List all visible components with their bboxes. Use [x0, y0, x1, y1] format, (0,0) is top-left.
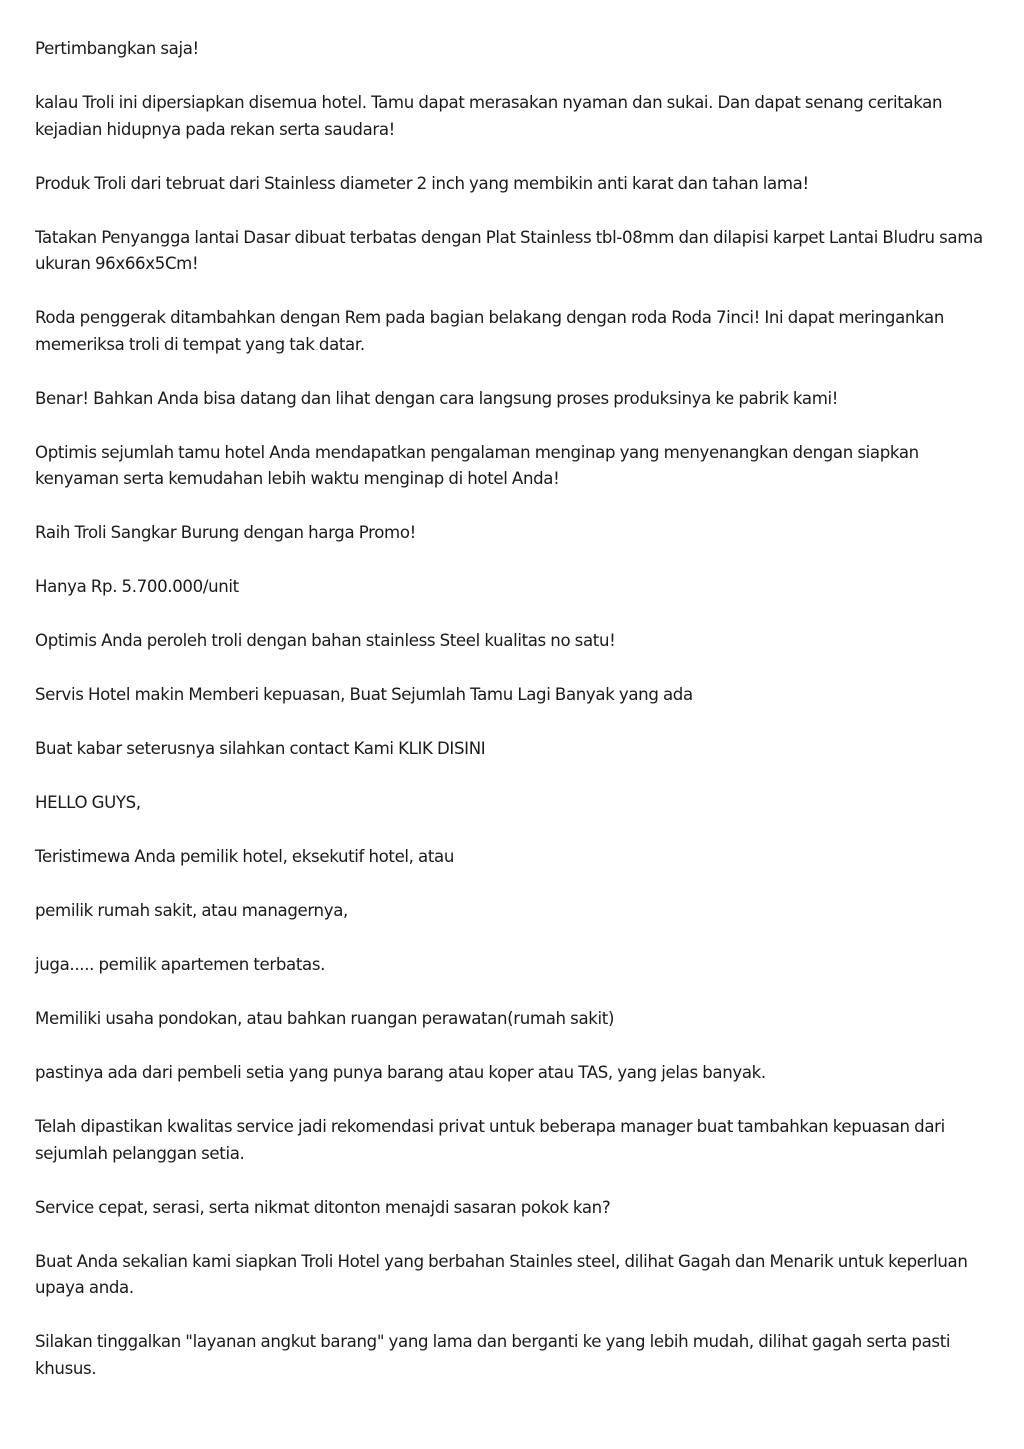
paragraph-recommendation: Telah dipastikan kwalitas service jadi rekomendasi privat untuk beberapa manager buat tambahkan kepuasan dari sejumlah pelanggan setia.	[35, 1117, 945, 1163]
paragraph-hotel-owners: Teristimewa Anda pemilik hotel, eksekutif hotel, atau	[35, 847, 454, 866]
paragraph-stainless-material: Produk Troli dari tebruat dari Stainless diameter 2 inch yang membikin anti karat dan tahan lama!	[35, 173, 809, 193]
paragraph-contact: Buat kabar seterusnya silahkan contact Kami KLIK DISINI	[35, 739, 486, 758]
paragraph-greeting: HELLO GUYS,	[35, 793, 141, 812]
paragraph-closing: Silakan tinggalkan "layanan angkut barang" yang lama dan berganti ke yang lebih mudah, dilihat gagah serta pasti khusus.	[35, 1332, 951, 1378]
paragraph-guest-experience: Optimis sejumlah tamu hotel Anda mendapatkan pengalaman menginap yang menyenangkan dengan siapkan kenyaman serta kemudahan lebih waktu menginap di hotel Anda!	[35, 442, 919, 488]
paragraph-intro: Pertimbangkan saja!	[35, 39, 199, 58]
document-body	[35, 36, 990, 1382]
paragraph-fast-service: Service cepat, serasi, serta nikmat ditonton menajdi sasaran pokok kan?	[35, 1197, 611, 1217]
paragraph-trolley-hotels: kalau Troli ini dipersiapkan disemua hotel. Tamu dapat merasakan nyaman dan sukai. Dan dapat senang ceritakan kejadian hidupnya pada rekan serta saudara!	[35, 93, 943, 139]
paragraph-quality: Optimis Anda peroleh troli dengan bahan stainless Steel kualitas no satu!	[35, 631, 616, 650]
paragraph-hospital-owners: pemilik rumah sakit, atau managernya,	[35, 901, 348, 920]
paragraph-base-plate: Tatakan Penyangga lantai Dasar dibuat terbatas dengan Plat Stainless tbl-08mm dan dilapisi karpet Lantai Bludru sama ukuran 96x66x5Cm!	[35, 227, 983, 273]
paragraph-luggage: pastinya ada dari pembeli setia yang punya barang atau koper atau TAS, yang jelas banyak.	[35, 1063, 766, 1082]
paragraph-lodging: Memiliki usaha pondokan, atau bahkan ruangan perawatan(rumah sakit)	[35, 1009, 615, 1028]
paragraph-apartment-owners: juga..... pemilik apartemen terbatas.	[35, 955, 326, 974]
paragraph-promo: Raih Troli Sangkar Burung dengan harga Promo!	[35, 523, 416, 542]
paragraph-service: Servis Hotel makin Memberi kepuasan, Buat Sejumlah Tamu Lagi Banyak yang ada	[35, 685, 693, 704]
paragraph-hotel-trolley: Buat Anda sekalian kami siapkan Troli Hotel yang berbahan Stainles steel, dilihat Gagah dan Menarik untuk keperluan upaya anda.	[35, 1251, 968, 1297]
paragraph-wheels: Roda penggerak ditambahkan dengan Rem pada bagian belakang dengan roda Roda 7inci! Ini dapat meringankan memeriksa troli di tempat yang tak datar.	[35, 308, 945, 354]
paragraph-price: Hanya Rp. 5.700.000/unit	[35, 577, 239, 596]
paragraph-factory-visit: Benar! Bahkan Anda bisa datang dan lihat dengan cara langsung proses produksinya ke pabrik kami!	[35, 388, 839, 408]
